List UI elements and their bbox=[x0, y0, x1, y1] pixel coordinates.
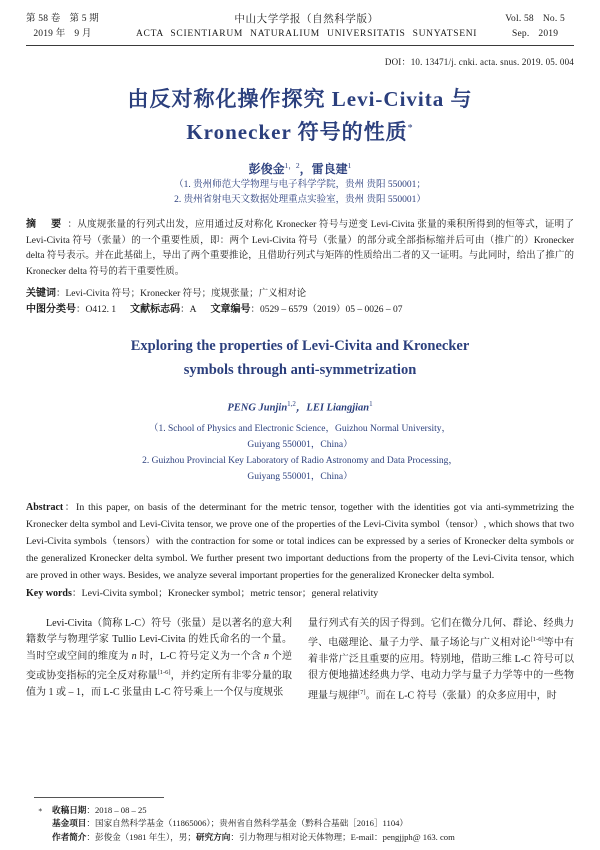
abstract-cn-text: ：从度规张量的行列式出发，应用通过反对称化 Kronecker 符号与逆变 Levi-Civita 张量的乘积所得到的恒等式，证明了 Levi-Civita 符号（张量）的一个重要性质，即：两个 Levi-Civita 符号（张量）的部分或全部指标缩并后可由（推广的）Kronecker delta 符号表示。并在此基础上，导出了两个重要推论，且借助行列式与矩阵的性质给出二者的又一证明。与此同时，给出了推广的 Kronecker delta 符号的若干重要性质。 bbox=[26, 220, 575, 277]
abstract-en-label: Abstract bbox=[26, 501, 64, 513]
body-right-citation-2: [7] bbox=[358, 688, 366, 696]
footnote-bio-value-1: ：彭俊金（1981 年生），男； bbox=[86, 831, 196, 842]
author-en-2: LEI Liangjian bbox=[306, 402, 370, 414]
footnote-fund-value: ：国家自然科学基金（11865006）；贵州省自然科学基金（黔科合基础［2016］1104） bbox=[86, 818, 409, 828]
body-right-seg3: 。而在 L-C 符号（张量）的众多应用中，时 bbox=[365, 690, 557, 702]
authors-cn bbox=[26, 157, 574, 178]
authors-en bbox=[26, 396, 574, 417]
masthead-volume-cn: 第 58 卷 bbox=[26, 14, 61, 24]
body-right-citation-1: [1-6] bbox=[530, 636, 544, 643]
keywords-cn-text: ：Levi-Civita 符号；Kronecker 符号；度规张量；广义相对论 bbox=[56, 289, 307, 299]
footnote-block bbox=[26, 797, 574, 845]
masthead bbox=[26, 12, 574, 42]
body-right-seg2: 等中有着非常广泛且重要的应用。特别地，借助三维 L-C 符号可以很方便地描述经典力学、电动力学与量子力学等中的一些物理量与规律 bbox=[308, 637, 575, 702]
authors-en-separator: ， bbox=[295, 402, 307, 414]
doc-code-value: ：A bbox=[180, 305, 197, 315]
body-left-var-n-2: n bbox=[263, 650, 269, 662]
body-left-seg3: 个逆变或协变指标的完全反对称量 bbox=[26, 650, 293, 682]
affiliation-cn-2: 2. 贵州省射电天文数据处理重点实验室，贵州 贵阳 550001） bbox=[174, 195, 426, 205]
masthead-issue-en: No. 5 bbox=[542, 14, 565, 24]
page-title-cn bbox=[26, 84, 574, 147]
footnote-research-label: 研究方向 bbox=[195, 831, 231, 842]
author-cn-1-affil-sup: 1，2 bbox=[284, 161, 300, 170]
author-cn-2-affil-sup: 1 bbox=[347, 161, 352, 170]
masthead-month-en: Sep. bbox=[511, 29, 530, 39]
keywords-cn-label: 关键词 bbox=[26, 288, 56, 299]
footnote-marker-icon: ∗ bbox=[38, 805, 43, 814]
page-title-en-line2: symbols through anti-symmetrization bbox=[183, 362, 417, 378]
keywords-en-label: Key words bbox=[26, 587, 72, 599]
affiliation-en-2a: 2. Guizhou Provincial Key Laboratory of Radio Astronomy and Data Processing， bbox=[142, 455, 458, 466]
author-en-1: PENG Junjin bbox=[227, 402, 288, 414]
affiliations-en bbox=[26, 421, 574, 485]
body-paragraph-left bbox=[26, 616, 292, 702]
footnote-divider bbox=[34, 797, 164, 798]
affiliation-en-1a: （1. School of Physics and Electronic Science，Guizhou Normal University， bbox=[148, 423, 452, 434]
body-paragraph-right bbox=[308, 616, 574, 705]
footnote-received-label: 收稿日期 bbox=[52, 804, 87, 815]
footnote-bio-label: 作者简介 bbox=[52, 831, 87, 842]
author-en-1-affil-sup: 1,2 bbox=[287, 400, 296, 408]
article-no-label: 文章编号 bbox=[210, 304, 251, 315]
body-right-seg1: 量行列式有关的因子得到。它们在微分几何、群论、经典力学、电磁理论、量子力学、量子场论与广义相对论 bbox=[308, 617, 574, 649]
page-title-en bbox=[26, 334, 574, 382]
clc-label: 中图分类号 bbox=[26, 304, 76, 315]
body-left-seg4: ，并约定所有非零分量的取值为 1 或 – 1，而 L-C 张量由 L-C 符号乘上一个仅与度规张 bbox=[26, 670, 293, 698]
footnote-bio-line bbox=[26, 831, 574, 845]
body-left-citation-1: [1-6] bbox=[157, 669, 171, 676]
masthead-left bbox=[26, 12, 108, 42]
abstract-en bbox=[26, 499, 574, 584]
body-left-seg1: Levi-Civita（简称 L-C）符号（张量）是以著名的意大利籍数学与物理学家 Tullio Levi-Civita 的姓氏命名的一个量。当时空或空间的维度为 bbox=[26, 617, 292, 662]
keywords-cn bbox=[26, 286, 574, 302]
footnote-fund-line bbox=[26, 817, 574, 831]
affiliation-en-2b: Guiyang 550001，China） bbox=[247, 471, 353, 482]
classification-line bbox=[26, 302, 574, 318]
authors-cn-separator: ， bbox=[299, 162, 312, 176]
affiliation-en-1b: Guiyang 550001，China） bbox=[247, 439, 353, 450]
masthead-right bbox=[505, 12, 574, 42]
author-cn-2: 雷良建 bbox=[311, 162, 348, 176]
clc-value: ：O412. 1 bbox=[76, 305, 117, 315]
masthead-month-cn: 9 月 bbox=[74, 29, 92, 39]
page-title-en-line1: Exploring the properties of Levi-Civita and Kronecker bbox=[130, 338, 470, 354]
footnote-bio-value-2: ：引力物理与相对论天体物理；E-mail：pengjjph@ 163. com bbox=[230, 831, 455, 842]
masthead-year-en: 2019 bbox=[538, 29, 559, 39]
doc-code-label: 文献标志码 bbox=[130, 304, 181, 315]
page-title-cn-line1: 由反对称化操作探究 Levi-Civita 与 bbox=[127, 87, 473, 111]
footnote-fund-label: 基金项目 bbox=[52, 818, 87, 828]
doi-line: DOI：10. 13471/j. cnki. acta. snus. 2019. 05. 004 bbox=[384, 57, 574, 67]
body-column-left bbox=[26, 616, 292, 705]
journal-name-en: ACTA SCIENTIARUM NATURALIUM UNIVERSITATIS SUNYATSENI bbox=[135, 29, 478, 39]
masthead-volume-en: Vol. 58 bbox=[505, 14, 534, 24]
affiliations-cn bbox=[26, 178, 574, 208]
page-title-cn-line2: Kronecker 符号的性质* bbox=[186, 120, 414, 144]
keywords-en-text: ：Levi-Civita symbol；Kronecker symbol；metric tensor；general relativity bbox=[71, 587, 379, 599]
body-columns bbox=[26, 616, 574, 705]
masthead-center bbox=[108, 12, 505, 42]
abstract-cn bbox=[26, 217, 574, 280]
author-en-2-affil-sup: 1 bbox=[369, 400, 373, 408]
body-column-right bbox=[308, 616, 574, 705]
title-footnote-marker: * bbox=[407, 123, 414, 134]
masthead-divider bbox=[26, 45, 574, 46]
journal-name-cn: 中山大学学报（自然科学版） bbox=[234, 14, 379, 25]
article-no-value: ：0529 – 6579（2019）05 – 0026 – 07 bbox=[250, 305, 403, 315]
body-left-var-n-1: n bbox=[131, 650, 137, 662]
footnote-received-line bbox=[26, 804, 574, 818]
affiliation-cn-1: （1. 贵州师范大学物理与电子科学学院，贵州 贵阳 550001； bbox=[174, 180, 426, 190]
keywords-en bbox=[26, 585, 574, 602]
abstract-en-text: ：In this paper, on basis of the determinant for the metric tensor, together with the identities got via anti-symmetrizing the Kronecker delta symbol and Levi-Civita tensor, we prove one of the properties of the Levi-Civita symbol（tensor）, which shows that two Levi-Civita symbols（tensors）with the contraction for some or total indices can be expressed by a series of Kronecker delta symbols or the generalized Kronecker delta symbol. We further present two important deductions from the property of the Levi-Civita tensor, which are proved in other ways. Besides, we analyze several important properties for the generalized Kronecker delta symbol. bbox=[26, 501, 574, 581]
masthead-year-cn: 2019 年 bbox=[33, 29, 66, 39]
abstract-cn-label: 摘 要 bbox=[26, 219, 68, 230]
masthead-issue-cn: 第 5 期 bbox=[69, 14, 99, 24]
author-cn-1: 彭俊金 bbox=[248, 162, 285, 176]
footnote-received-value: ：2018 – 08 – 25 bbox=[86, 804, 147, 815]
body-left-seg2: 时，L-C 符号定义为一个含 bbox=[136, 650, 264, 662]
